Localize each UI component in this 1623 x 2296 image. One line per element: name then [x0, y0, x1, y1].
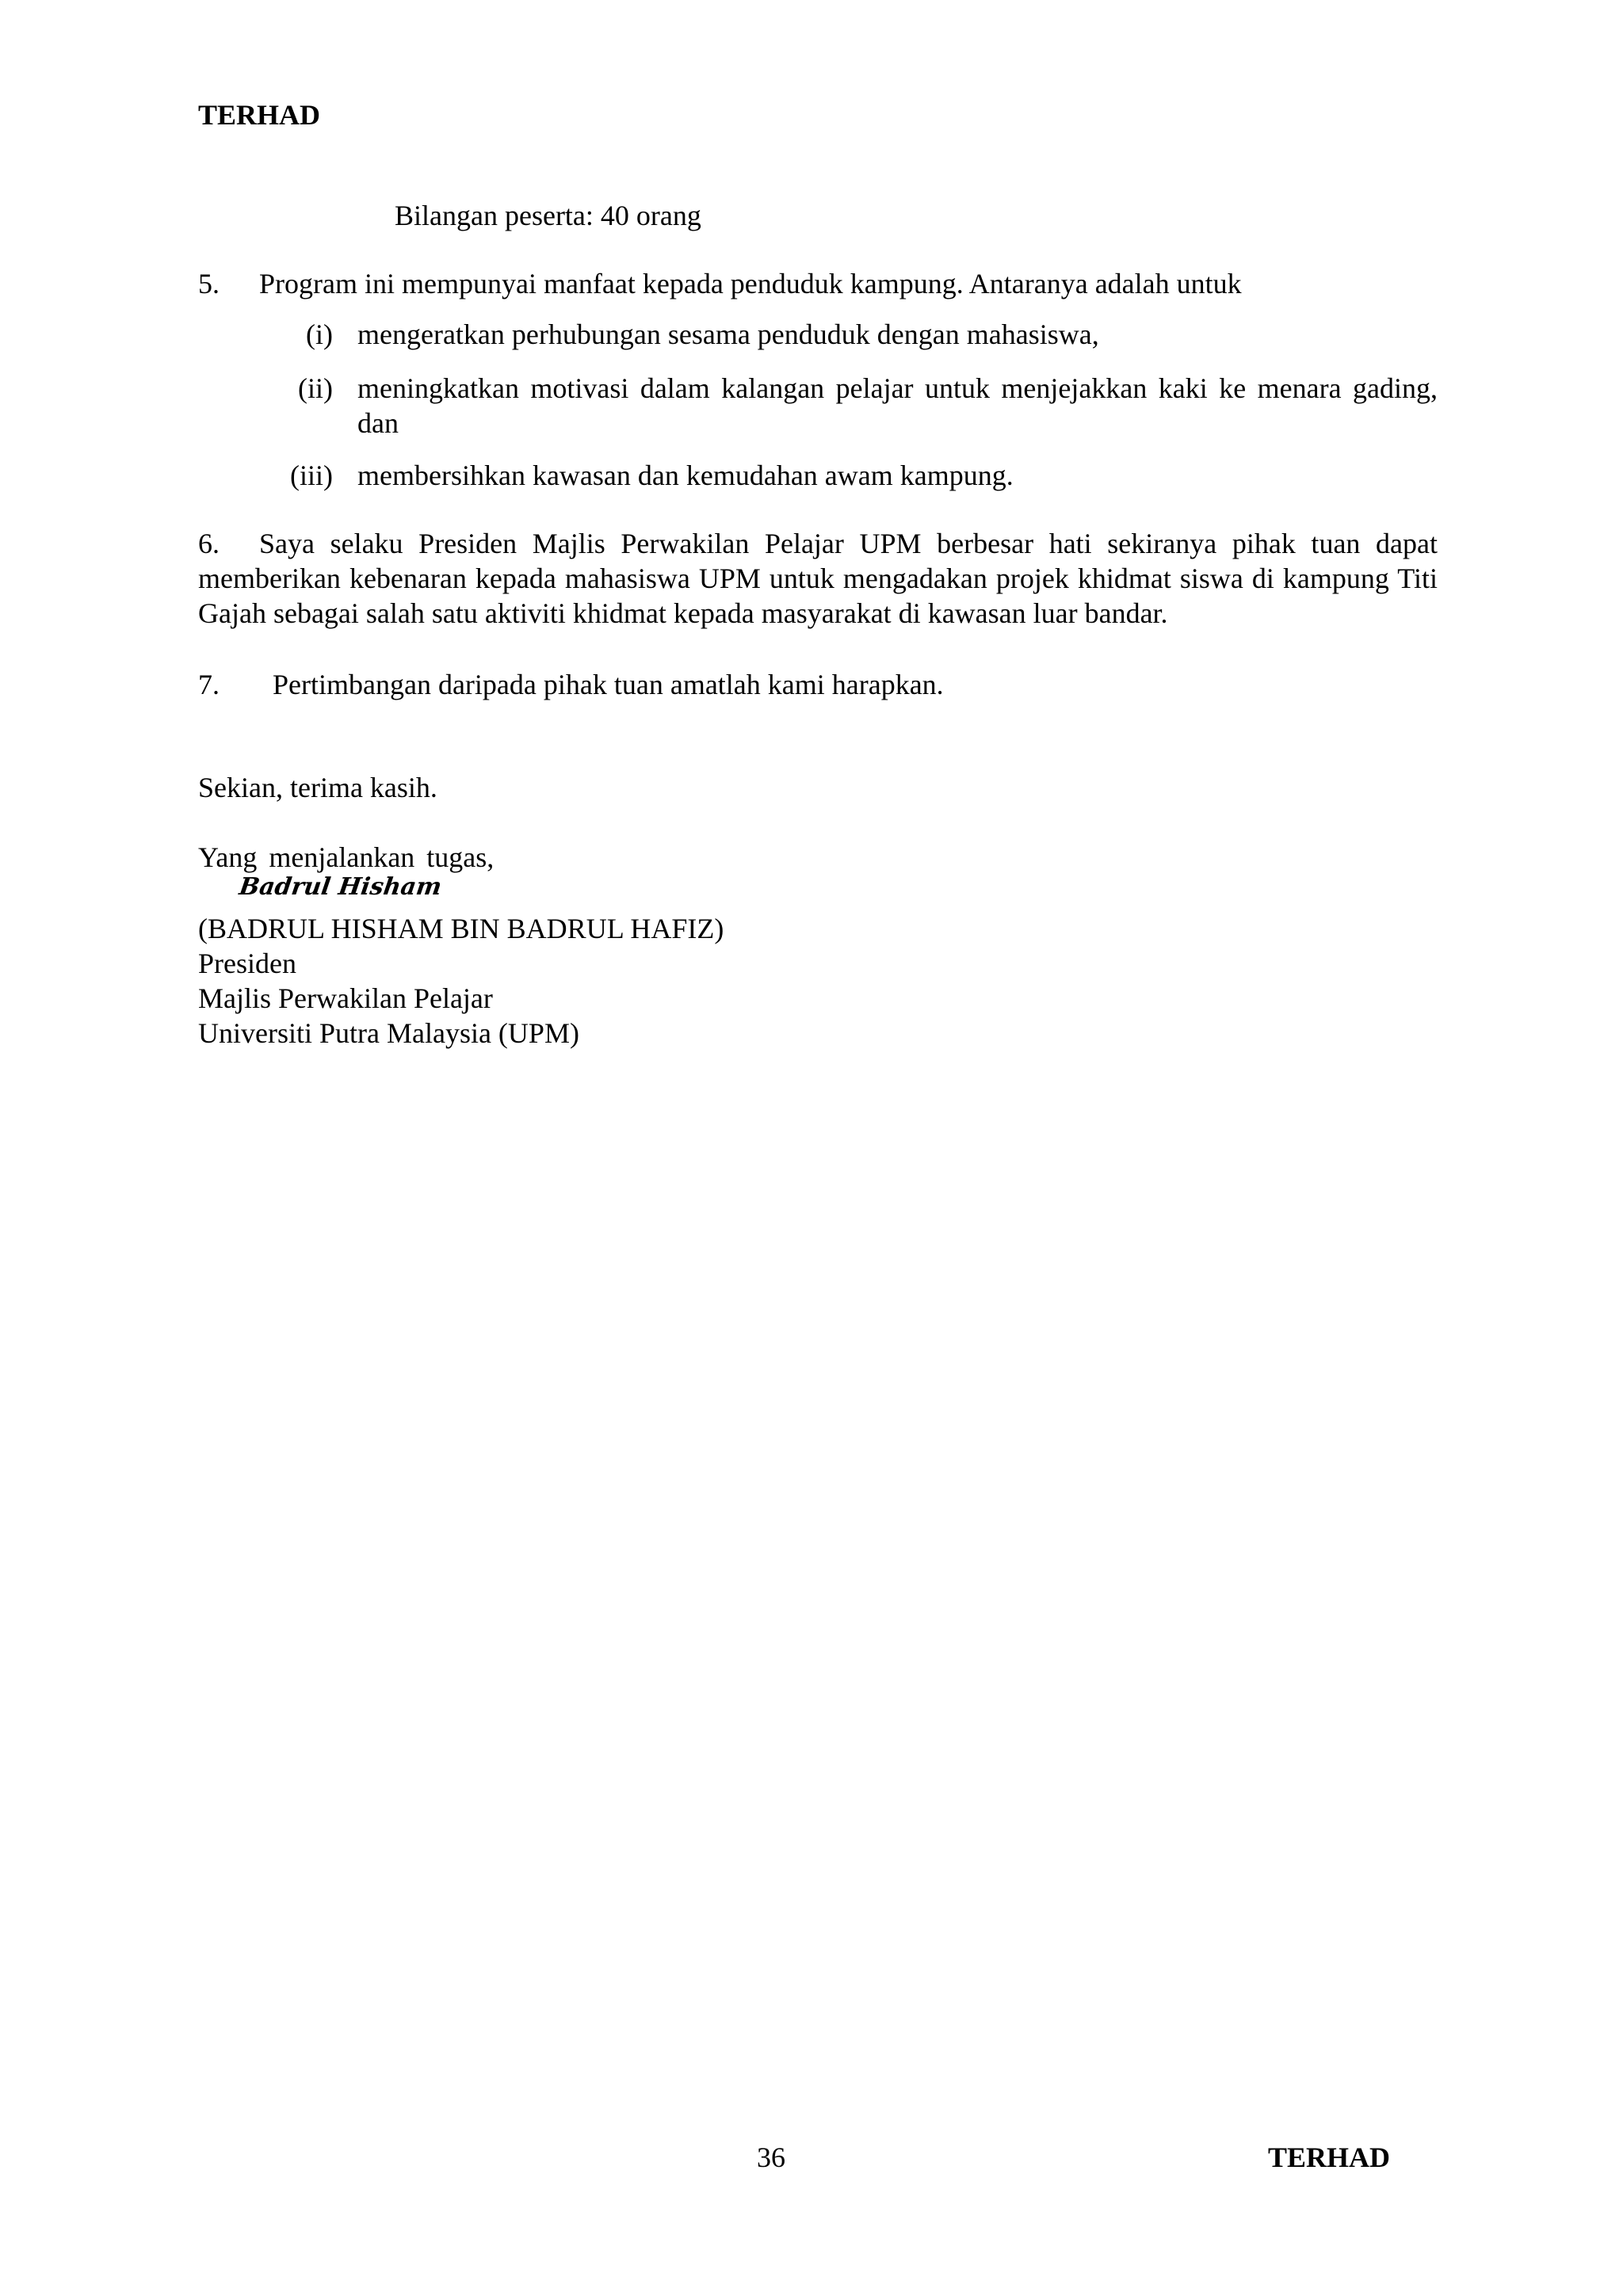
list-item-text: membersihkan kawasan dan kemudahan awam kampung. [357, 460, 1014, 491]
page-number: 36 [757, 2142, 785, 2173]
header-classification: TERHAD [198, 99, 321, 131]
paragraph-6 [198, 526, 1438, 631]
closing-yang: Yang menjalankan tugas, [198, 841, 495, 873]
list-item-number: (i) [306, 318, 333, 350]
paragraph-6-number: 6. [198, 528, 220, 559]
signature: Badrul Hisham [237, 873, 444, 901]
list-item-text: mengeratkan perhubungan sesama penduduk dengan mahasiswa, [357, 318, 1099, 350]
signatory-name: (BADRUL HISHAM BIN BADRUL HAFIZ) [198, 913, 724, 944]
signatory-position: Presiden [198, 948, 296, 979]
closing-thanks: Sekian, terima kasih. [198, 772, 437, 803]
signatory-university: Universiti Putra Malaysia (UPM) [198, 1017, 579, 1049]
paragraph-7-number: 7. [198, 669, 220, 700]
paragraph-5-text: Program ini mempunyai manfaat kepada penduduk kampung. Antaranya adalah untuk [259, 268, 1242, 299]
list-item-number: (iii) [290, 460, 333, 491]
paragraph-6-text: Saya selaku Presiden Majlis Perwakilan Pelajar UPM berbesar hati sekiranya pihak tuan dapat memberikan kebenaran kepada mahasiswa UPM untuk mengadakan projek khidmat siswa di kampung Titi Gajah sebagai salah satu aktiviti khidmat kepada masyarakat di kawasan luar bandar. [198, 528, 1438, 629]
participants-count: Bilangan peserta: 40 orang [395, 200, 701, 231]
footer-classification: TERHAD [1268, 2142, 1391, 2173]
list-item-number: (ii) [298, 372, 333, 404]
list-item-text: meningkatkan motivasi dalam kalangan pelajar untuk menjejakkan kaki ke menara gading, dan [357, 372, 1438, 439]
paragraph-5-number: 5. [198, 268, 220, 299]
signatory-organization: Majlis Perwakilan Pelajar [198, 982, 493, 1014]
paragraph-7-text: Pertimbangan daripada pihak tuan amatlah kami harapkan. [273, 669, 944, 700]
